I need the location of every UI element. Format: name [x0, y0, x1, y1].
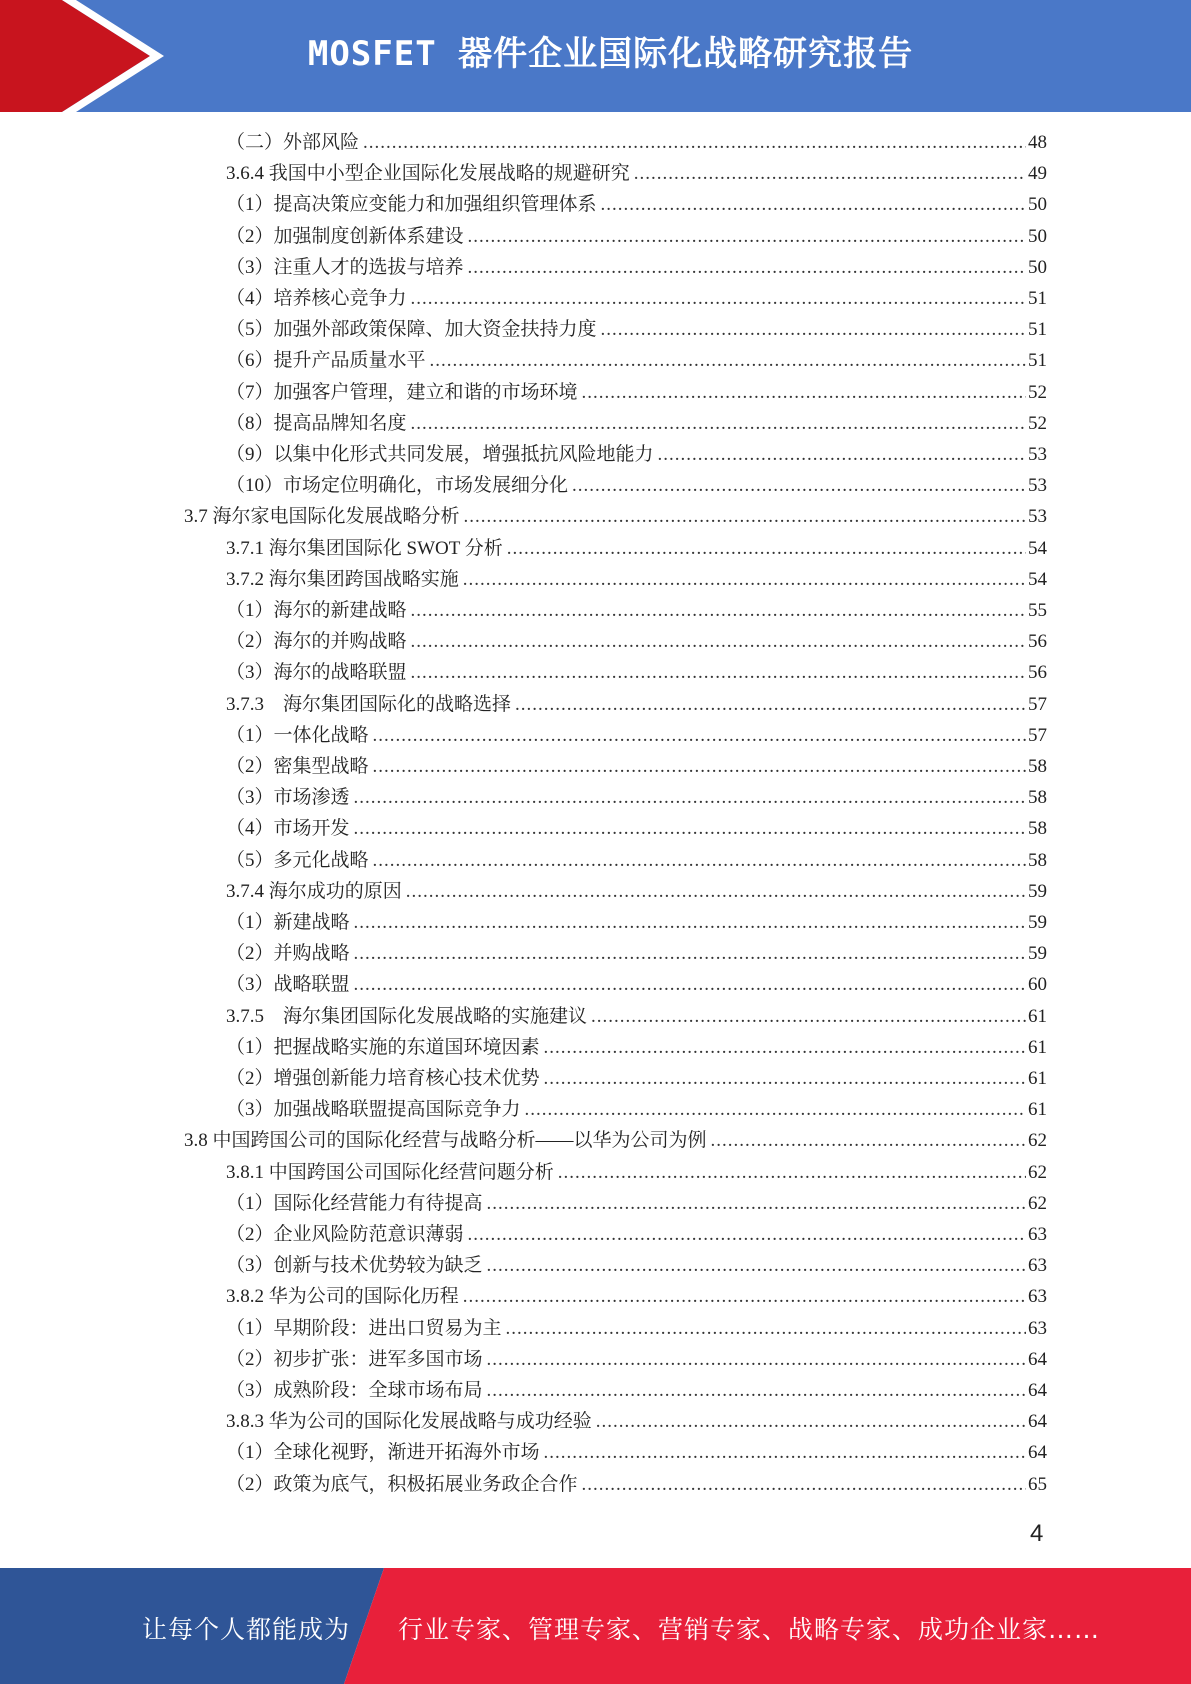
toc-entry-page: 52: [1028, 381, 1047, 403]
toc-dot-leader: [411, 657, 1026, 688]
toc-entry-page: 53: [1028, 506, 1047, 528]
toc-entry[interactable]: [226, 907, 1047, 938]
toc-entry[interactable]: [226, 1032, 1047, 1063]
toc-entry-label: （2）企业风险防范意识薄弱: [226, 1224, 464, 1245]
toc-entry-label: （1）国际化经营能力有待提高: [226, 1192, 483, 1214]
toc-entry-label: （2）增强创新能力培育核心技术优势: [226, 1068, 540, 1089]
toc-dot-leader: [463, 564, 1026, 595]
toc-dot-leader: [373, 720, 1026, 751]
toc-entry-label: （1）提高决策应变能力和加强组织管理体系: [226, 194, 597, 216]
toc-dot-leader: [411, 595, 1026, 626]
toc-entry[interactable]: [226, 377, 1047, 408]
toc-entry-page: 62: [1028, 1130, 1047, 1152]
toc-entry[interactable]: [226, 1469, 1047, 1500]
toc-entry-page: 49: [1028, 163, 1047, 185]
toc-entry[interactable]: [226, 1094, 1047, 1125]
toc-dot-leader: [411, 626, 1026, 657]
toc-entry-page: 65: [1028, 1473, 1047, 1495]
toc-entry-label: （1）把握战略实施的东道国环境因素: [226, 1036, 540, 1058]
toc-entry-page: 62: [1028, 1192, 1047, 1214]
toc-dot-leader: [354, 907, 1026, 938]
toc-dot-leader: [487, 1250, 1026, 1281]
toc-entry-page: 55: [1028, 600, 1047, 621]
toc-entry-label: （3）创新与技术优势较为缺乏: [226, 1255, 483, 1277]
toc-dot-leader: [507, 533, 1026, 564]
footer-slogan-left: 让每个人都能成为: [142, 1615, 351, 1644]
toc-entry-page: 57: [1028, 693, 1047, 715]
toc-dot-leader: [430, 345, 1026, 376]
toc-entry[interactable]: [226, 314, 1047, 345]
toc-dot-leader: [601, 189, 1026, 220]
toc-dot-leader: [406, 876, 1026, 907]
toc-entry-page: 56: [1028, 631, 1047, 653]
toc-dot-leader: [634, 158, 1026, 189]
toc-entry-label: （3）战略联盟: [226, 974, 350, 996]
toc-entry-page: 64: [1028, 1380, 1047, 1401]
toc-entry-label: 3.8.1 中国跨国公司国际化经营问题分析: [226, 1161, 554, 1183]
toc-entry[interactable]: [226, 1001, 1047, 1032]
toc-entry-label: （1）一体化战略: [226, 724, 369, 746]
toc-entry-page: 53: [1028, 475, 1047, 497]
toc-entry[interactable]: [226, 751, 1047, 782]
toc-entry-label: （1）新建战略: [226, 912, 350, 933]
toc-dot-leader: [544, 1032, 1026, 1063]
toc-entry-page: 58: [1028, 849, 1047, 871]
toc-dot-leader: [354, 938, 1026, 969]
toc-entry-label: 3.7.1 海尔集团国际化 SWOT 分析: [226, 537, 503, 559]
toc-entry[interactable]: [226, 564, 1047, 595]
toc-entry-page: 64: [1028, 1348, 1047, 1370]
toc-entry[interactable]: [226, 345, 1047, 376]
toc-entry-label: 3.7.3 海尔集团国际化的战略选择: [226, 693, 512, 715]
toc-entry[interactable]: [226, 533, 1047, 564]
toc-dot-leader: [373, 751, 1026, 782]
toc-entry-page: 56: [1028, 662, 1047, 684]
toc-dot-leader: [487, 1188, 1026, 1219]
toc-entry[interactable]: [226, 626, 1047, 657]
toc-entry-page: 48: [1028, 132, 1047, 153]
toc-entry[interactable]: [226, 876, 1047, 907]
toc-entry-page: 63: [1028, 1317, 1047, 1339]
toc-entry-label: （9）以集中化形式共同发展，增强抵抗风险地能力: [226, 444, 654, 465]
toc-entry-label: （5）多元化战略: [226, 849, 369, 871]
toc-entry-label: （2）初步扩张：进军多国市场: [226, 1348, 483, 1370]
toc-entry[interactable]: [226, 938, 1047, 969]
toc-entry[interactable]: [226, 221, 1047, 252]
toc-entry[interactable]: [226, 845, 1047, 876]
toc-dot-leader: [596, 1406, 1026, 1437]
toc-entry-label: 3.7 海尔家电国际化发展战略分析: [184, 506, 460, 528]
toc-dot-leader: [468, 1219, 1026, 1250]
toc-entry-page: 50: [1028, 225, 1047, 247]
toc-entry-page: 57: [1028, 724, 1047, 746]
toc-entry[interactable]: [226, 408, 1047, 439]
toc-dot-leader: [487, 1344, 1026, 1375]
toc-entry-page: 60: [1028, 974, 1047, 996]
toc-entry-label: 3.6.4 我国中小型企业国际化发展战略的规避研究: [226, 163, 630, 185]
toc-entry[interactable]: [226, 1281, 1047, 1312]
toc-entry-label: （1）海尔的新建战略: [226, 600, 407, 621]
toc-dot-leader: [411, 408, 1026, 439]
toc-entry-page: 61: [1028, 1099, 1047, 1121]
toc-entry-page: 64: [1028, 1442, 1047, 1464]
toc-entry[interactable]: [226, 189, 1047, 220]
toc-entry-page: 63: [1028, 1255, 1047, 1277]
toc-entry-label: （3）注重人才的选拔与培养: [226, 256, 464, 278]
toc-entry-label: （2）政策为底气，积极拓展业务政企合作: [226, 1473, 578, 1495]
toc-entry-page: 58: [1028, 787, 1047, 809]
toc-entry[interactable]: [226, 1313, 1047, 1344]
toc-entry[interactable]: [226, 657, 1047, 688]
toc-entry-label: （2）海尔的并购战略: [226, 631, 407, 653]
toc-entry-label: 3.8.3 华为公司的国际化发展战略与成功经验: [226, 1411, 592, 1433]
toc-entry[interactable]: [226, 158, 1047, 189]
toc-entry[interactable]: [226, 720, 1047, 751]
toc-entry-page: 59: [1028, 880, 1047, 902]
toc-entry-label: （3）市场渗透: [226, 787, 350, 809]
toc-entry[interactable]: [226, 782, 1047, 813]
toc-entry-page: 63: [1028, 1224, 1047, 1245]
toc-dot-leader: [354, 782, 1026, 813]
toc-entry-label: （3）加强战略联盟提高国际竞争力: [226, 1099, 521, 1121]
toc-entry-label: 3.7.2 海尔集团跨国战略实施: [226, 568, 459, 590]
toc-dot-leader: [411, 283, 1026, 314]
toc-entry[interactable]: [226, 813, 1047, 844]
toc-dot-leader: [558, 1157, 1026, 1188]
toc-entry[interactable]: [184, 1125, 1047, 1156]
toc-entry-page: 54: [1028, 537, 1047, 559]
toc-entry[interactable]: [226, 283, 1047, 314]
toc-entry[interactable]: [226, 127, 1047, 158]
toc-entry-label: （6）提升产品质量水平: [226, 350, 426, 372]
toc-entry-label: （5）加强外部政策保障、加大资金扶持力度: [226, 319, 597, 341]
toc-entry-page: 62: [1028, 1161, 1047, 1183]
toc-entry-page: 58: [1028, 818, 1047, 840]
toc-entry-label: （4）市场开发: [226, 818, 350, 840]
toc-entry-label: （二）外部风险: [226, 132, 360, 153]
toc-dot-leader: [711, 1125, 1026, 1156]
toc-entry-label: 3.7.5 海尔集团国际化发展战略的实施建议: [226, 1005, 588, 1027]
toc-entry-page: 61: [1028, 1068, 1047, 1089]
toc-entry-page: 59: [1028, 912, 1047, 933]
toc-dot-leader: [544, 1063, 1026, 1094]
footer-slogan-right: 行业专家、管理专家、营销专家、战略专家、成功企业家……: [398, 1615, 1101, 1644]
toc-entry-page: 52: [1028, 412, 1047, 434]
toc-entry[interactable]: [226, 1406, 1047, 1437]
toc-entry-page: 54: [1028, 568, 1047, 590]
toc-entry-label: （10）市场定位明确化，市场发展细分化: [226, 475, 569, 497]
toc-entry[interactable]: [226, 252, 1047, 283]
toc-dot-leader: [468, 252, 1026, 283]
toc-entry[interactable]: [226, 1157, 1047, 1188]
toc-dot-leader: [487, 1375, 1026, 1406]
toc-entry[interactable]: [226, 1219, 1047, 1250]
toc-dot-leader: [582, 1469, 1026, 1500]
toc-dot-leader: [515, 689, 1026, 720]
toc-entry[interactable]: [226, 1375, 1047, 1406]
toc-dot-leader: [464, 501, 1026, 532]
toc-dot-leader: [544, 1437, 1026, 1468]
toc-entry[interactable]: [226, 689, 1047, 720]
toc-entry-label: 3.8.2 华为公司的国际化历程: [226, 1286, 459, 1308]
toc-entry[interactable]: [226, 1063, 1047, 1094]
toc-entry-label: （1）早期阶段：进出口贸易为主: [226, 1317, 502, 1339]
toc-entry-page: 63: [1028, 1286, 1047, 1308]
page-header: [0, 0, 1191, 112]
toc-entry-page: 51: [1028, 350, 1047, 372]
toc-entry-page: 50: [1028, 256, 1047, 278]
toc-entry[interactable]: [226, 470, 1047, 501]
toc-entry[interactable]: [226, 1437, 1047, 1468]
toc-entry-label: 3.7.4 海尔成功的原因: [226, 880, 402, 902]
toc-dot-leader: [582, 377, 1026, 408]
toc-entry-label: （2）加强制度创新体系建设: [226, 225, 464, 247]
toc-entry-label: （1）全球化视野，渐进开拓海外市场: [226, 1442, 540, 1464]
toc-entry[interactable]: [226, 439, 1047, 470]
toc-entry-label: （3）海尔的战略联盟: [226, 662, 407, 684]
toc-entry[interactable]: [226, 1188, 1047, 1219]
toc-entry-page: 51: [1028, 319, 1047, 341]
toc-entry[interactable]: [184, 501, 1047, 532]
toc-entry-label: （4）培养核心竞争力: [226, 288, 407, 309]
toc-entry[interactable]: [226, 1344, 1047, 1375]
toc-entry-label: （3）成熟阶段：全球市场布局: [226, 1380, 483, 1401]
toc-entry-page: 50: [1028, 194, 1047, 216]
toc-entry-label: 3.8 中国跨国公司的国际化经营与战略分析——以华为公司为例: [184, 1130, 707, 1152]
toc-dot-leader: [354, 813, 1026, 844]
toc-entry-page: 61: [1028, 1005, 1047, 1027]
toc-entry[interactable]: [226, 595, 1047, 626]
toc-entry-page: 64: [1028, 1411, 1047, 1433]
toc-entry-page: 61: [1028, 1036, 1047, 1058]
toc-dot-leader: [591, 1001, 1026, 1032]
toc-dot-leader: [468, 221, 1026, 252]
toc-entry[interactable]: [226, 1250, 1047, 1281]
toc-entry-label: （8）提高品牌知名度: [226, 412, 407, 434]
toc-dot-leader: [506, 1313, 1026, 1344]
toc-dot-leader: [354, 969, 1026, 1000]
toc-entry-page: 51: [1028, 288, 1047, 309]
page-footer: [0, 1568, 1191, 1684]
toc-dot-leader: [572, 470, 1026, 501]
page-number: 4: [1030, 1520, 1044, 1547]
toc-dot-leader: [463, 1281, 1026, 1312]
toc-dot-leader: [373, 845, 1026, 876]
toc-dot-leader: [658, 439, 1026, 470]
toc-entry-page: 58: [1028, 756, 1047, 777]
toc-entry-label: （7）加强客户管理，建立和谐的市场环境: [226, 381, 578, 403]
report-title: MOSFET 器件企业国际化战略研究报告: [307, 34, 914, 74]
toc-entry[interactable]: [226, 969, 1047, 1000]
toc-entry-label: （2）密集型战略: [226, 756, 369, 777]
toc-dot-leader: [525, 1094, 1026, 1125]
toc-dot-leader: [363, 127, 1026, 158]
toc-entry-label: （2）并购战略: [226, 943, 350, 965]
toc-entry-page: 53: [1028, 444, 1047, 465]
toc-entry-page: 59: [1028, 943, 1047, 965]
toc-dot-leader: [601, 314, 1026, 345]
